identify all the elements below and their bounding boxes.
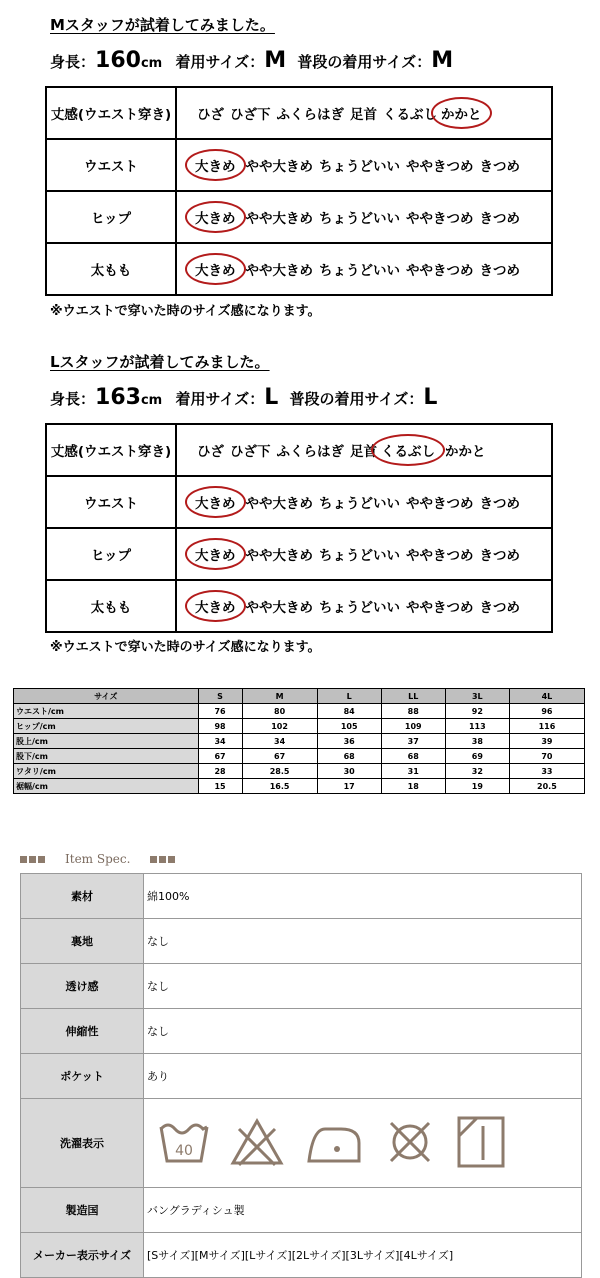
fit-option: ちょうどいい — [319, 600, 400, 616]
size-header-cell: LL — [381, 689, 445, 704]
fit-option-selected: 大きめ — [185, 253, 246, 285]
length-row — [46, 424, 552, 476]
no-bleach-icon — [229, 1117, 285, 1170]
spec-label: 裏地 — [21, 919, 144, 964]
size-header-cell: L — [317, 689, 381, 704]
fit-option-selected: 大きめ — [185, 149, 246, 181]
size-cell: 15 — [198, 779, 242, 794]
fit-options — [176, 580, 552, 632]
spec-row — [21, 919, 582, 964]
length-option: ふくらはぎ — [276, 444, 344, 460]
fit-option: ややきつめ — [406, 211, 474, 227]
length-label: 丈感(ウエスト穿き) — [46, 424, 176, 476]
size-cell: 36 — [317, 734, 381, 749]
spec-row — [21, 1233, 582, 1278]
size-row — [14, 749, 585, 764]
staff-m-fit-table — [45, 86, 553, 296]
fit-row — [46, 528, 552, 580]
spec-value: バングラディシュ製 — [144, 1188, 582, 1233]
size-value: M — [264, 48, 287, 73]
height-value: 160 — [95, 48, 141, 73]
size-cell: 69 — [445, 749, 509, 764]
size-cell: 31 — [381, 764, 445, 779]
fit-option: きつめ — [479, 496, 520, 512]
fit-option: ちょうどいい — [319, 496, 400, 512]
size-cell: 76 — [198, 704, 242, 719]
spec-label: 製造国 — [21, 1188, 144, 1233]
spec-row — [21, 964, 582, 1009]
spec-row — [21, 1054, 582, 1099]
length-option: ひざ — [197, 444, 224, 460]
usual-size-label: 普段の着用サイズ： — [289, 390, 424, 408]
height-unit: cm — [140, 56, 163, 71]
size-cell: 39 — [509, 734, 584, 749]
line-dry-shade-icon — [455, 1114, 507, 1173]
square-icon — [38, 856, 45, 863]
size-cell: 113 — [445, 719, 509, 734]
fit-option: ちょうどいい — [319, 263, 400, 279]
length-option: ひざ — [197, 107, 224, 123]
square-icon — [29, 856, 36, 863]
spec-label: 洗濯表示 — [21, 1099, 144, 1188]
staff-m-profile — [50, 48, 453, 73]
care-icons — [147, 1114, 580, 1173]
fit-row-label: ウエスト — [46, 139, 176, 191]
fit-options — [176, 191, 552, 243]
size-cell: 20.5 — [509, 779, 584, 794]
fit-row — [46, 580, 552, 632]
fit-option: やや大きめ — [245, 548, 313, 564]
fit-row-label: ヒップ — [46, 528, 176, 580]
size-row — [14, 704, 585, 719]
square-icon — [159, 856, 166, 863]
fit-option: きつめ — [479, 159, 520, 175]
spec-value: なし — [144, 964, 582, 1009]
size-header-cell: S — [198, 689, 242, 704]
spec-label: 透け感 — [21, 964, 144, 1009]
no-tumble-dry-icon — [383, 1115, 437, 1172]
spec-label: ポケット — [21, 1054, 144, 1099]
size-cell: 98 — [198, 719, 242, 734]
wash-40-icon — [157, 1117, 211, 1170]
spec-value: 綿100% — [144, 874, 582, 919]
size-cell: 19 — [445, 779, 509, 794]
staff-m-heading: Mスタッフが試着してみました。 — [50, 16, 275, 34]
size-header-cell: サイズ — [14, 689, 199, 704]
length-option: かかと — [445, 444, 486, 460]
usual-size-value: M — [431, 48, 454, 73]
spec-value: あり — [144, 1054, 582, 1099]
size-cell: 18 — [381, 779, 445, 794]
size-header-row — [14, 689, 585, 704]
staff-l-fit-table — [45, 423, 553, 633]
svg-text:40: 40 — [175, 1142, 193, 1159]
fit-options — [176, 476, 552, 528]
size-cell: 37 — [381, 734, 445, 749]
size-cell: 32 — [445, 764, 509, 779]
size-cell: 68 — [381, 749, 445, 764]
spec-value: [Sサイズ][Mサイズ][Lサイズ][2Lサイズ][3Lサイズ][4Lサイズ] — [144, 1233, 582, 1278]
fit-option: ちょうどいい — [319, 159, 400, 175]
length-options — [176, 424, 552, 476]
size-header-cell: 3L — [445, 689, 509, 704]
size-cell: 16.5 — [242, 779, 317, 794]
length-row — [46, 87, 552, 139]
fit-option: ちょうどいい — [319, 211, 400, 227]
size-cell: 33 — [509, 764, 584, 779]
height-label: 身長： — [50, 390, 96, 408]
size-cell: 30 — [317, 764, 381, 779]
fit-option: ややきつめ — [406, 496, 474, 512]
fit-option: きつめ — [479, 263, 520, 279]
size-cell: 67 — [198, 749, 242, 764]
fit-option: きつめ — [479, 548, 520, 564]
fit-option: ややきつめ — [406, 548, 474, 564]
fit-option-selected: 大きめ — [185, 486, 246, 518]
size-row — [14, 719, 585, 734]
length-option: ひざ下 — [230, 107, 271, 123]
length-option-selected: かかと — [431, 97, 492, 129]
fit-option: やや大きめ — [245, 263, 313, 279]
size-cell: 17 — [317, 779, 381, 794]
size-row-label: 裾幅/cm — [14, 779, 199, 794]
spec-value: なし — [144, 919, 582, 964]
fit-option: やや大きめ — [245, 496, 313, 512]
spec-label: 素材 — [21, 874, 144, 919]
staff-l-note: ※ウエストで穿いた時のサイズ感になります。 — [50, 640, 321, 655]
fit-option-selected: 大きめ — [185, 590, 246, 622]
size-cell: 105 — [317, 719, 381, 734]
size-value: L — [264, 385, 279, 410]
size-table — [13, 688, 585, 794]
size-cell: 28.5 — [242, 764, 317, 779]
length-options — [176, 87, 552, 139]
size-row-label: 股下/cm — [14, 749, 199, 764]
fit-row — [46, 243, 552, 295]
spec-value: なし — [144, 1009, 582, 1054]
item-spec-title: Item Spec. — [65, 852, 131, 866]
fit-option: ややきつめ — [406, 159, 474, 175]
size-cell: 109 — [381, 719, 445, 734]
size-cell: 80 — [242, 704, 317, 719]
fit-option: きつめ — [479, 211, 520, 227]
fit-option: やや大きめ — [245, 211, 313, 227]
spec-row — [21, 1188, 582, 1233]
spec-row — [21, 1009, 582, 1054]
staff-l-heading: Lスタッフが試着してみました。 — [50, 353, 270, 371]
fit-option: やや大きめ — [245, 159, 313, 175]
height-label: 身長： — [50, 53, 96, 71]
size-row-label: ワタリ/cm — [14, 764, 199, 779]
size-row — [14, 779, 585, 794]
spec-row — [21, 874, 582, 919]
size-cell: 102 — [242, 719, 317, 734]
length-option: ふくらはぎ — [276, 107, 344, 123]
fit-row-label: ヒップ — [46, 191, 176, 243]
spec-value — [144, 1099, 582, 1188]
fit-options — [176, 243, 552, 295]
fit-row-label: 太もも — [46, 580, 176, 632]
length-option: ひざ下 — [230, 444, 271, 460]
size-row-label: 股上/cm — [14, 734, 199, 749]
item-spec-table — [20, 873, 582, 1278]
size-cell: 68 — [317, 749, 381, 764]
size-label: 着用サイズ： — [175, 390, 265, 408]
spec-row — [21, 1099, 582, 1188]
fit-option: やや大きめ — [245, 600, 313, 616]
spec-label: メーカー表示サイズ — [21, 1233, 144, 1278]
usual-size-label: 普段の着用サイズ： — [297, 53, 432, 71]
fit-row-label: ウエスト — [46, 476, 176, 528]
fit-option: きつめ — [479, 600, 520, 616]
fit-options — [176, 139, 552, 191]
size-cell: 28 — [198, 764, 242, 779]
staff-m-note: ※ウエストで穿いた時のサイズ感になります。 — [50, 304, 321, 319]
size-label: 着用サイズ： — [175, 53, 265, 71]
size-row — [14, 734, 585, 749]
fit-option-selected: 大きめ — [185, 201, 246, 233]
length-option-selected: くるぶし — [371, 434, 445, 466]
height-value: 163 — [95, 385, 141, 410]
size-header-cell: 4L — [509, 689, 584, 704]
spec-label: 伸縮性 — [21, 1009, 144, 1054]
size-cell: 70 — [509, 749, 584, 764]
square-icon — [20, 856, 27, 863]
length-option: くるぶし — [383, 107, 437, 123]
size-row-label: ヒップ/cm — [14, 719, 199, 734]
length-option: 足首 — [350, 444, 377, 460]
fit-option: ややきつめ — [406, 600, 474, 616]
fit-row — [46, 476, 552, 528]
fit-options — [176, 528, 552, 580]
fit-row — [46, 191, 552, 243]
fit-option-selected: 大きめ — [185, 538, 246, 570]
item-spec-header — [20, 852, 177, 866]
fit-option: ややきつめ — [406, 263, 474, 279]
usual-size-value: L — [423, 385, 438, 410]
square-icon — [150, 856, 157, 863]
length-label: 丈感(ウエスト穿き) — [46, 87, 176, 139]
size-row-label: ウエスト/cm — [14, 704, 199, 719]
size-cell: 34 — [242, 734, 317, 749]
size-cell: 34 — [198, 734, 242, 749]
size-cell: 84 — [317, 704, 381, 719]
staff-l-profile — [50, 385, 437, 410]
size-cell: 92 — [445, 704, 509, 719]
size-header-cell: M — [242, 689, 317, 704]
size-row — [14, 764, 585, 779]
size-cell: 88 — [381, 704, 445, 719]
length-option: 足首 — [350, 107, 377, 123]
square-icon — [168, 856, 175, 863]
low-iron-icon — [303, 1117, 365, 1170]
size-cell: 96 — [509, 704, 584, 719]
fit-option: ちょうどいい — [319, 548, 400, 564]
size-cell: 67 — [242, 749, 317, 764]
size-cell: 116 — [509, 719, 584, 734]
size-cell: 38 — [445, 734, 509, 749]
fit-row-label: 太もも — [46, 243, 176, 295]
height-unit: cm — [140, 393, 163, 408]
fit-row — [46, 139, 552, 191]
